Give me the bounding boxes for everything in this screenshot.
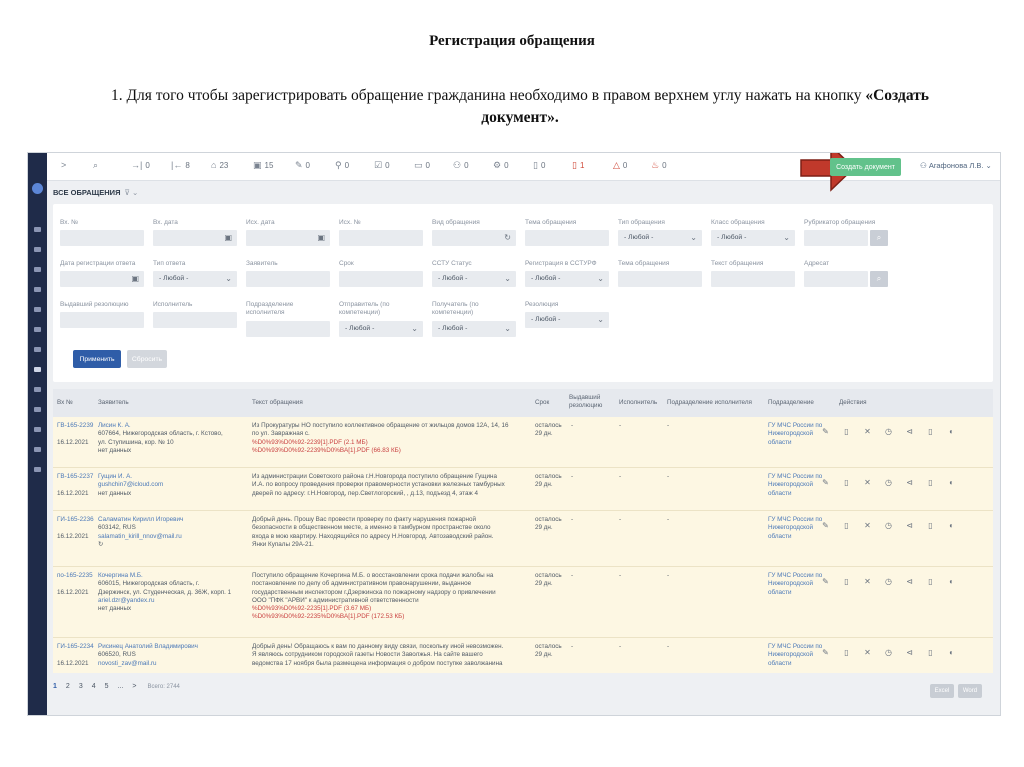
user-name: Агафонова Л.В. [928, 161, 984, 170]
row-actions [815, 648, 990, 657]
filter-out-date[interactable] [246, 230, 330, 246]
filter-label: Исх. № [339, 219, 361, 226]
row-applicant: Гущин И. А. gushchin7@icloud.com нет данных [98, 473, 164, 497]
total-count: Всего: 2744 [147, 684, 180, 690]
row-department[interactable]: ГУ МЧС России по Нижегородской области [768, 473, 823, 497]
chevron-down-icon: ⌄ [783, 233, 790, 242]
row-department[interactable]: ГУ МЧС России по Нижегородской области [768, 422, 823, 446]
column-header[interactable]: Действия [839, 399, 867, 406]
edit-icon[interactable]: ✎ [822, 521, 829, 530]
row-executor-dep: - [667, 643, 670, 650]
filter-label: Исх. дата [246, 219, 275, 226]
filter-out-number[interactable] [339, 230, 423, 246]
table-row[interactable] [53, 417, 993, 468]
calendar-icon: ▣ [131, 274, 139, 283]
column-header[interactable]: Подразделение исполнителя [667, 399, 752, 406]
copy-icon[interactable]: ▯ [844, 577, 849, 586]
row-text: Добрый день! Обращаюсь к вам по данному виду связи, поскольку иной невозможен. Я являюсь сотрудником городской газеты Новости Заволжья. На сайте вашего ведомства 17 ноября была размещена информация о добром поступке заволжанина [252, 643, 504, 667]
row-department[interactable]: ГУ МЧС России по Нижегородской области [768, 516, 823, 540]
filter-label: Исполнитель [153, 301, 193, 308]
chevron-down-icon: ⌄ [411, 324, 418, 333]
filter-answer-type[interactable]: - Любой - ⌄ [153, 271, 237, 287]
copy-icon[interactable]: ▯ [844, 648, 849, 657]
row-date: 16.12.2021 [57, 490, 89, 497]
row-applicant: Рисинец Анатолий Владимирович 606520, RUS novosti_zav@mail.ru [98, 643, 198, 667]
close-icon[interactable]: ✕ [864, 478, 871, 487]
chevron-down-icon: ⌄ [504, 274, 511, 283]
counter-incoming[interactable]: →| 0 [131, 160, 150, 170]
filter-label: Дата регистрации ответа [60, 260, 136, 267]
filter-applicant[interactable] [246, 271, 330, 287]
attachment-link[interactable]: %D0%93%D0%92-2235[1].PDF (3.67 МБ) [252, 605, 372, 613]
row-number[interactable]: ГИ-165-2234 [57, 643, 94, 650]
filter-label: Заявитель [246, 260, 278, 267]
search-icon[interactable]: ⌕ [870, 271, 888, 287]
row-resolution: - [571, 422, 574, 429]
row-executor: - [619, 643, 622, 650]
filter-sstu-status[interactable]: - Любой - ⌄ [432, 271, 516, 287]
row-number[interactable]: по-165-2235 [57, 572, 93, 579]
filter-resolution-author[interactable] [60, 312, 144, 328]
counter-outgoing[interactable]: |← 8 [171, 160, 190, 170]
row-executor: - [619, 516, 622, 523]
row-applicant: Лисин К. А. 607664, Нижегородская область, г. Кстово, ул. Ступишина, кор. № 10 нет данных [98, 422, 223, 454]
send-icon[interactable]: ⊲ [906, 648, 913, 657]
filter-label: Адресат [804, 260, 830, 267]
export-excel-button[interactable]: Excel [930, 684, 954, 698]
row-executor-dep: - [667, 422, 670, 429]
counter-users[interactable]: ⚇ 0 [453, 160, 469, 170]
sidebar-icon[interactable] [34, 267, 41, 272]
clock-icon[interactable]: ◷ [885, 478, 892, 487]
row-term: осталось 29 дн. [535, 473, 562, 489]
app-logo-icon [32, 183, 43, 194]
column-header[interactable]: Срок [535, 399, 550, 406]
more-icon[interactable]: ◐ [949, 648, 954, 657]
copy-icon[interactable]: ▯ [844, 521, 849, 530]
row-executor-dep: - [667, 572, 670, 579]
apply-button[interactable]: Применить [73, 350, 121, 368]
page-ellipsis[interactable]: ... [117, 683, 124, 690]
counter-calendar[interactable]: ▣ 15 [253, 160, 274, 170]
send-icon[interactable]: ⊲ [906, 478, 913, 487]
row-executor-dep: - [667, 516, 670, 523]
send-icon[interactable]: ⊲ [906, 521, 913, 530]
page-link[interactable]: 4 [91, 683, 96, 690]
filter-executor[interactable] [153, 312, 237, 328]
filter-label: Рубрикатор обращения [804, 219, 876, 226]
row-number[interactable]: ГВ-165-2237 [57, 473, 94, 480]
filter-recipient-select[interactable]: - Любой - ⌄ [432, 321, 516, 337]
filter-in-number[interactable] [60, 230, 144, 246]
filter-in-date[interactable] [153, 230, 237, 246]
edit-icon[interactable]: ✎ [822, 478, 829, 487]
filter-kind[interactable] [432, 230, 516, 246]
instruction-paragraph [100, 85, 940, 129]
counter-settings[interactable]: ⚙ 0 [493, 160, 509, 170]
filter-term[interactable] [339, 271, 423, 287]
page-link[interactable]: 2 [65, 683, 70, 690]
filter-answer-date[interactable] [60, 271, 144, 287]
more-icon[interactable]: ◐ [949, 427, 954, 436]
close-icon[interactable]: ✕ [864, 648, 871, 657]
row-actions [815, 577, 990, 586]
more-icon[interactable]: ◐ [949, 478, 954, 487]
filter-header[interactable]: ВСЕ ОБРАЩЕНИЯ ⊽ ⌄ [53, 188, 139, 197]
document-icon[interactable]: ▯ [928, 577, 933, 586]
chevron-down-icon: ⌄ [597, 315, 604, 324]
row-resolution: - [571, 473, 574, 480]
row-applicant: Кочергина М.Б. 606015, Нижегородская область, г. Дзержинск, ул. Студенческая, д. 36Ж, корп. 1 ariel.dzr@yandex.ru нет данных [98, 572, 232, 613]
counter-doc[interactable]: ▯ 0 [533, 160, 546, 170]
filter-text[interactable] [711, 271, 795, 287]
sidebar-icon[interactable] [34, 347, 41, 352]
row-actions [815, 521, 990, 530]
top-toolbar [47, 153, 1000, 181]
filter-type-select[interactable]: - Любой - ⌄ [618, 230, 702, 246]
chevron-down-icon: ⌄ [690, 233, 697, 242]
filter-icon[interactable]: ⊽ ⌄ [124, 188, 139, 197]
table-row[interactable] [53, 567, 993, 638]
close-icon[interactable]: ✕ [864, 577, 871, 586]
edit-icon[interactable]: ✎ [822, 427, 829, 436]
chevron-down-icon: ⌄ [225, 274, 232, 283]
refresh-icon: ↻ [504, 233, 511, 242]
row-number[interactable]: ГИ-165-2236 [57, 516, 94, 523]
row-text: Из Прокуратуры НО поступило коллективное обращение от жильцов домов 12А, 14, 16 по ул. Завражная с. %D0%93%D0%92-2239[1].PDF (2.1 МБ) %D0%93%D0%92-2239%D0%BA[1].PDF (66.83 КБ) [252, 422, 527, 455]
filter-addressee[interactable] [804, 271, 868, 287]
calendar-icon: ▣ [317, 233, 325, 242]
counter-doc-red[interactable]: ▯ 1 [572, 160, 585, 170]
counter-home[interactable]: ⌂ 23 [211, 160, 229, 170]
sidebar-icon[interactable] [34, 407, 41, 412]
sidebar-icon[interactable] [34, 287, 41, 292]
filter-panel [53, 204, 993, 382]
filter-label: Тип обращения [618, 219, 665, 226]
filter-sstu-registration[interactable]: - Любой - ⌄ [525, 271, 609, 287]
filter-label: Выдавший резолюцию [60, 301, 129, 308]
filter-rubricator[interactable] [804, 230, 868, 246]
expand-icon[interactable]: > [61, 160, 67, 170]
clock-icon[interactable]: ◷ [885, 648, 892, 657]
filter-label: Срок [339, 260, 354, 267]
row-executor: - [619, 473, 622, 480]
more-icon[interactable]: ◐ [949, 521, 954, 530]
column-header[interactable]: Заявитель [98, 399, 129, 406]
filter-resolution-select[interactable]: - Любой - ⌄ [525, 312, 609, 328]
appeals-table [53, 389, 993, 673]
chevron-down-icon: ⌄ [504, 324, 511, 333]
create-document-button[interactable]: Создать документ [830, 158, 901, 176]
row-term: осталось 29 дн. [535, 516, 562, 532]
clock-icon[interactable]: ◷ [885, 577, 892, 586]
document-title: Регистрация обращения [429, 33, 595, 49]
row-text: Из администрации Советского района г.Н.Новгорода поступило обращение Гущина И.А. по вопросу проведения проверки правомерности установки железных тамбурных дверей по адресу: г.Н.Новгород, пер.Светлогорский, , д.13, подъезд 4, этаж 4 [252, 473, 505, 497]
chevron-down-icon: ⌄ [597, 274, 604, 283]
table-row[interactable] [53, 638, 993, 673]
attachment-link[interactable]: %D0%93%D0%92-2239%D0%BA[1].PDF (66.83 КБ) [252, 446, 401, 454]
sidebar-icon[interactable] [34, 247, 41, 252]
column-header[interactable]: Текст обращения [252, 399, 303, 406]
counter-warning[interactable]: △ 0 [613, 160, 628, 170]
row-actions [815, 427, 990, 436]
sidebar-icon[interactable] [34, 327, 41, 332]
filter-label: Отправитель (по компетенции) [339, 301, 390, 316]
column-header[interactable]: Вх № [57, 399, 73, 406]
row-actions [815, 478, 990, 487]
sidebar-icon[interactable] [34, 227, 41, 232]
filter-label: Вх. дата [153, 219, 178, 226]
row-text: Добрый день. Прошу Вас провести проверку по факту нарушения пожарной безопасности в общественном месте, а именно в тамбурном пространстве около входа в мою квартиру. Находящийся по адресу Н.Новгород. Автозаводский район. Янки Купалы 29А-21. [252, 516, 494, 548]
document-icon[interactable]: ▯ [928, 648, 933, 657]
reset-button[interactable]: Сбросить [127, 350, 167, 368]
row-number[interactable]: ГВ-165-2239 [57, 422, 94, 429]
table-header [53, 389, 993, 417]
filter-label: Вх. № [60, 219, 79, 226]
more-icon[interactable]: ◐ [949, 577, 954, 586]
close-icon[interactable]: ✕ [864, 427, 871, 436]
document-icon[interactable]: ▯ [928, 427, 933, 436]
edit-icon[interactable]: ✎ [822, 648, 829, 657]
clock-icon[interactable]: ◷ [885, 521, 892, 530]
sidebar-icon[interactable] [34, 387, 41, 392]
row-applicant: Саламатин Кирилл Игоревич 603142, RUS salamatin_kirill_nnov@mail.ru ↻ [98, 516, 184, 548]
copy-icon[interactable]: ▯ [844, 427, 849, 436]
export-word-button[interactable]: Word [958, 684, 982, 698]
document-icon[interactable]: ▯ [928, 521, 933, 530]
instruction-button-name: «Создать документ». [481, 87, 930, 126]
filter-class-select[interactable]: - Любой - ⌄ [711, 230, 795, 246]
page-link[interactable]: 1 [53, 683, 57, 690]
filter-label: Тип ответа [153, 260, 186, 267]
row-resolution: - [571, 572, 574, 579]
row-text: Поступило обращение Кочергина М.Б. о восстановлении срока подачи жалобы на постановление по делу об административном правонарушении, выданное государственным инспектором г.Дзержинска по пожарному надзору о привлечении ООО "ПФК "АРВИ" к административной ответственности %D0%93%D0%92-2235[1].PDF (3.67 МБ) %D0%93%D0%92-2235%D0%BA[1].PDF (172.53 КБ) [252, 572, 532, 622]
sidebar-icon-active[interactable] [34, 367, 41, 372]
send-icon[interactable]: ⊲ [906, 577, 913, 586]
attachment-link[interactable]: %D0%93%D0%92-2239[1].PDF (2.1 МБ) [252, 438, 368, 446]
row-executor: - [619, 572, 622, 579]
sidebar-icon[interactable] [34, 307, 41, 312]
filter-topic[interactable] [525, 230, 609, 246]
row-date: 16.12.2021 [57, 533, 89, 540]
filter-label: Подразделение исполнителя [246, 301, 294, 316]
filter-label: ССТУ Статус [432, 260, 472, 267]
row-department[interactable]: ГУ МЧС России по Нижегородской области [768, 572, 823, 596]
filter-sender-select[interactable]: - Любой - ⌄ [339, 321, 423, 337]
instruction-text: 1. Для того чтобы зарегистрировать обращение гражданина необходимо в правом верхнем углу нажать на кнопку [110, 87, 866, 104]
row-executor-dep: - [667, 473, 670, 480]
sidebar-icon[interactable] [34, 447, 41, 452]
filter-label: Резолюция [525, 301, 559, 308]
counter-check[interactable]: ☑ 0 [374, 160, 390, 170]
page-link[interactable]: 3 [78, 683, 83, 690]
user-menu[interactable]: ⚇ Агафонова Л.В. ⌄ [920, 161, 992, 170]
pagination [53, 683, 189, 690]
row-term: осталось 29 дн. [535, 572, 562, 588]
row-date: 16.12.2021 [57, 660, 89, 667]
left-sidebar [28, 153, 47, 715]
sidebar-icon[interactable] [34, 467, 41, 472]
sidebar-icon[interactable] [34, 427, 41, 432]
filter-label: Получатель (по компетенции) [432, 301, 479, 316]
row-department[interactable]: ГУ МЧС России по Нижегородской области [768, 643, 823, 667]
counter-monitor[interactable]: ▭ 0 [414, 160, 430, 170]
counter-fire[interactable]: ♨ 0 [651, 160, 667, 170]
filter-label: Тема обращения [618, 260, 670, 267]
document-icon[interactable]: ▯ [928, 478, 933, 487]
table-row[interactable] [53, 511, 993, 567]
page-link[interactable]: 5 [104, 683, 109, 690]
column-header[interactable]: Подразделение [768, 399, 814, 406]
clock-icon[interactable]: ◷ [885, 427, 892, 436]
edit-icon[interactable]: ✎ [822, 577, 829, 586]
filter-label: Регистрация в ССТУРФ [525, 260, 597, 267]
row-date: 16.12.2021 [57, 589, 89, 596]
filter-label: Текст обращения [711, 260, 764, 267]
send-icon[interactable]: ⊲ [906, 427, 913, 436]
close-icon[interactable]: ✕ [864, 521, 871, 530]
filter-topic-2[interactable] [618, 271, 702, 287]
row-resolution: - [571, 516, 574, 523]
filter-label: Вид обращения [432, 219, 480, 226]
search-icon[interactable]: ⌕ [93, 160, 99, 170]
search-icon[interactable]: ⌕ [870, 230, 888, 246]
counter-pin[interactable]: ⚲ 0 [335, 160, 350, 170]
app-screenshot [27, 152, 1001, 716]
column-header[interactable]: Исполнитель [619, 399, 658, 406]
filter-label: Класс обращения [711, 219, 765, 226]
filter-label: Тема обращения [525, 219, 577, 226]
next-page-icon[interactable]: > [132, 683, 137, 690]
attachment-link[interactable]: %D0%93%D0%92-2235%D0%BA[1].PDF (172.53 КБ) [252, 613, 405, 621]
row-resolution: - [571, 643, 574, 650]
column-header[interactable]: Выдавший резолюцию [569, 394, 603, 409]
table-row[interactable] [53, 468, 993, 511]
row-date: 16.12.2021 [57, 439, 89, 446]
calendar-icon: ▣ [224, 233, 232, 242]
row-term: осталось 29 дн. [535, 643, 562, 659]
counter-edit[interactable]: ✎ 0 [295, 160, 310, 170]
row-executor: - [619, 422, 622, 429]
row-term: осталось 29 дн. [535, 422, 562, 438]
filter-executor-dep[interactable] [246, 321, 330, 337]
copy-icon[interactable]: ▯ [844, 478, 849, 487]
